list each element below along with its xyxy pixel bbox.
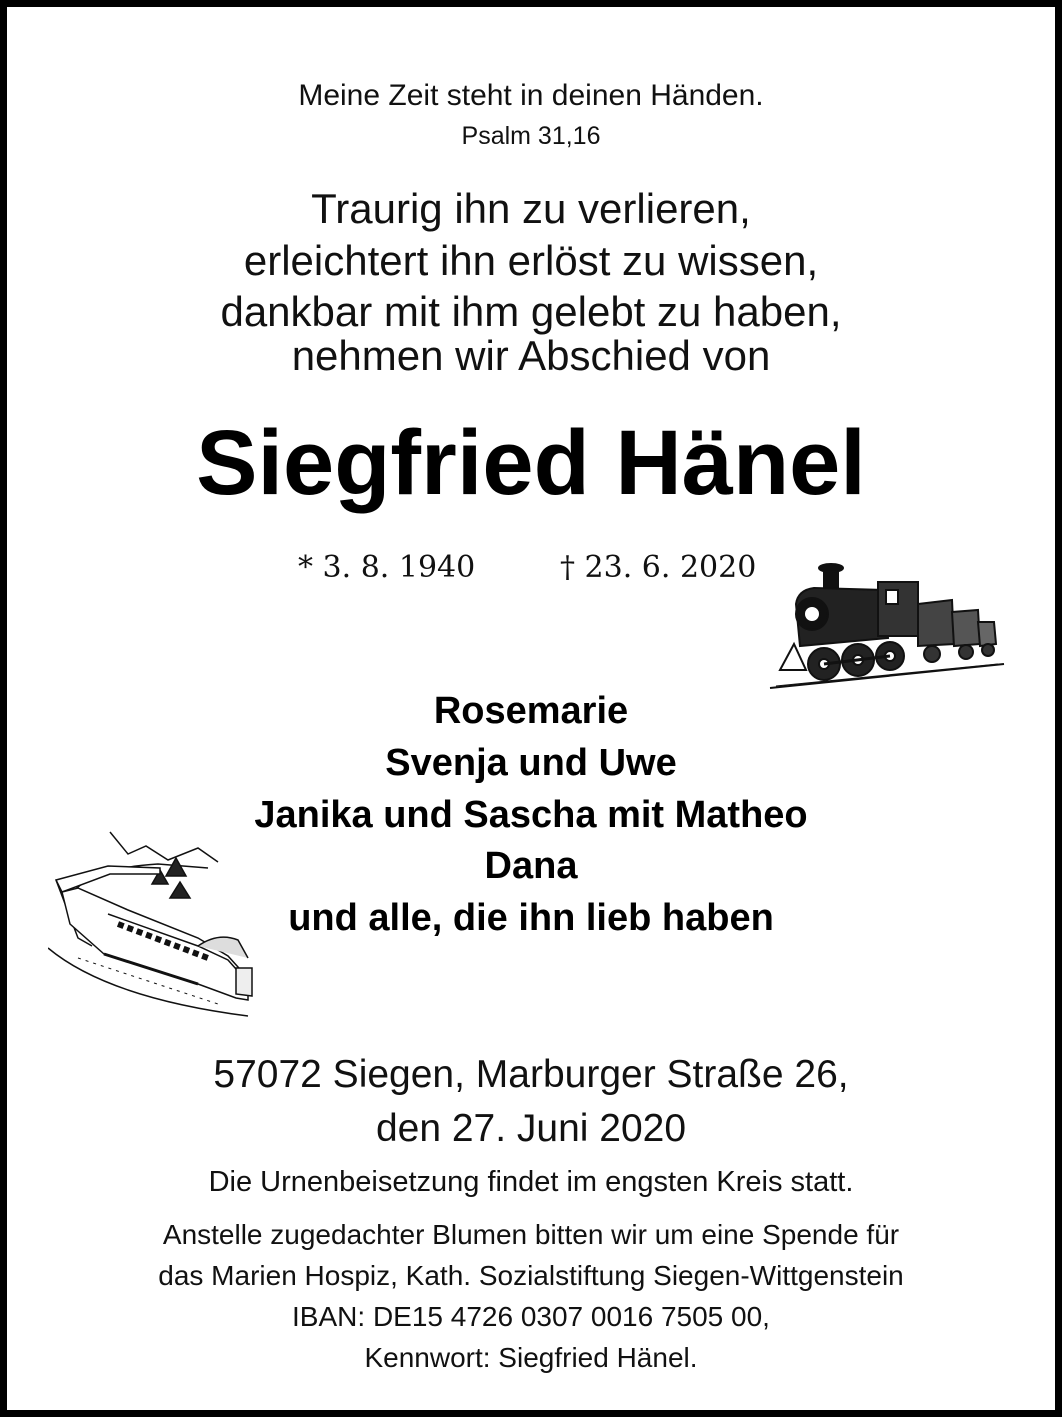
- steam-locomotive-icon: [766, 560, 1006, 695]
- passenger-train-icon: [48, 828, 260, 1018]
- intro-line-2: erleichtert ihn erlöst zu wissen,: [243, 237, 819, 284]
- bible-reference: Psalm 31,16: [461, 122, 601, 150]
- mourner-1: Rosemarie: [433, 690, 629, 732]
- mourner-4: Dana: [484, 845, 578, 887]
- death-date: † 23. 6. 2020: [560, 550, 757, 585]
- birth-date: * 3. 8. 1940: [298, 550, 476, 585]
- donation-line-2: das Marien Hospiz, Kath. Sozialstiftung Siegen-Wittgenstein: [158, 1260, 904, 1291]
- address-date: den 27. Juni 2020: [375, 1107, 687, 1150]
- address-line-1: 57072 Siegen, Marburger Straße 26,: [213, 1053, 849, 1096]
- intro-line-1: Traurig ihn zu verlieren,: [311, 185, 751, 232]
- donation-keyword: Kennwort: Siegfried Hänel.: [364, 1342, 698, 1373]
- deceased-name: Siegfried Hänel: [196, 412, 866, 514]
- burial-note: Die Urnenbeisetzung findet im engsten Kreis statt.: [208, 1166, 854, 1198]
- bible-verse: Meine Zeit steht in deinen Händen.: [298, 79, 764, 112]
- intro-line-4: nehmen wir Abschied von: [291, 332, 771, 379]
- donation-line-1: Anstelle zugedachter Blumen bitten wir um eine Spende für: [162, 1219, 900, 1250]
- mourner-5: und alle, die ihn lieb haben: [288, 897, 774, 939]
- intro-line-3: dankbar mit ihm gelebt zu haben,: [220, 288, 842, 335]
- mourner-2: Svenja und Uwe: [385, 742, 677, 784]
- mourner-3: Janika und Sascha mit Matheo: [254, 794, 808, 836]
- donation-iban: IBAN: DE15 4726 0307 0016 7505 00,: [292, 1301, 770, 1332]
